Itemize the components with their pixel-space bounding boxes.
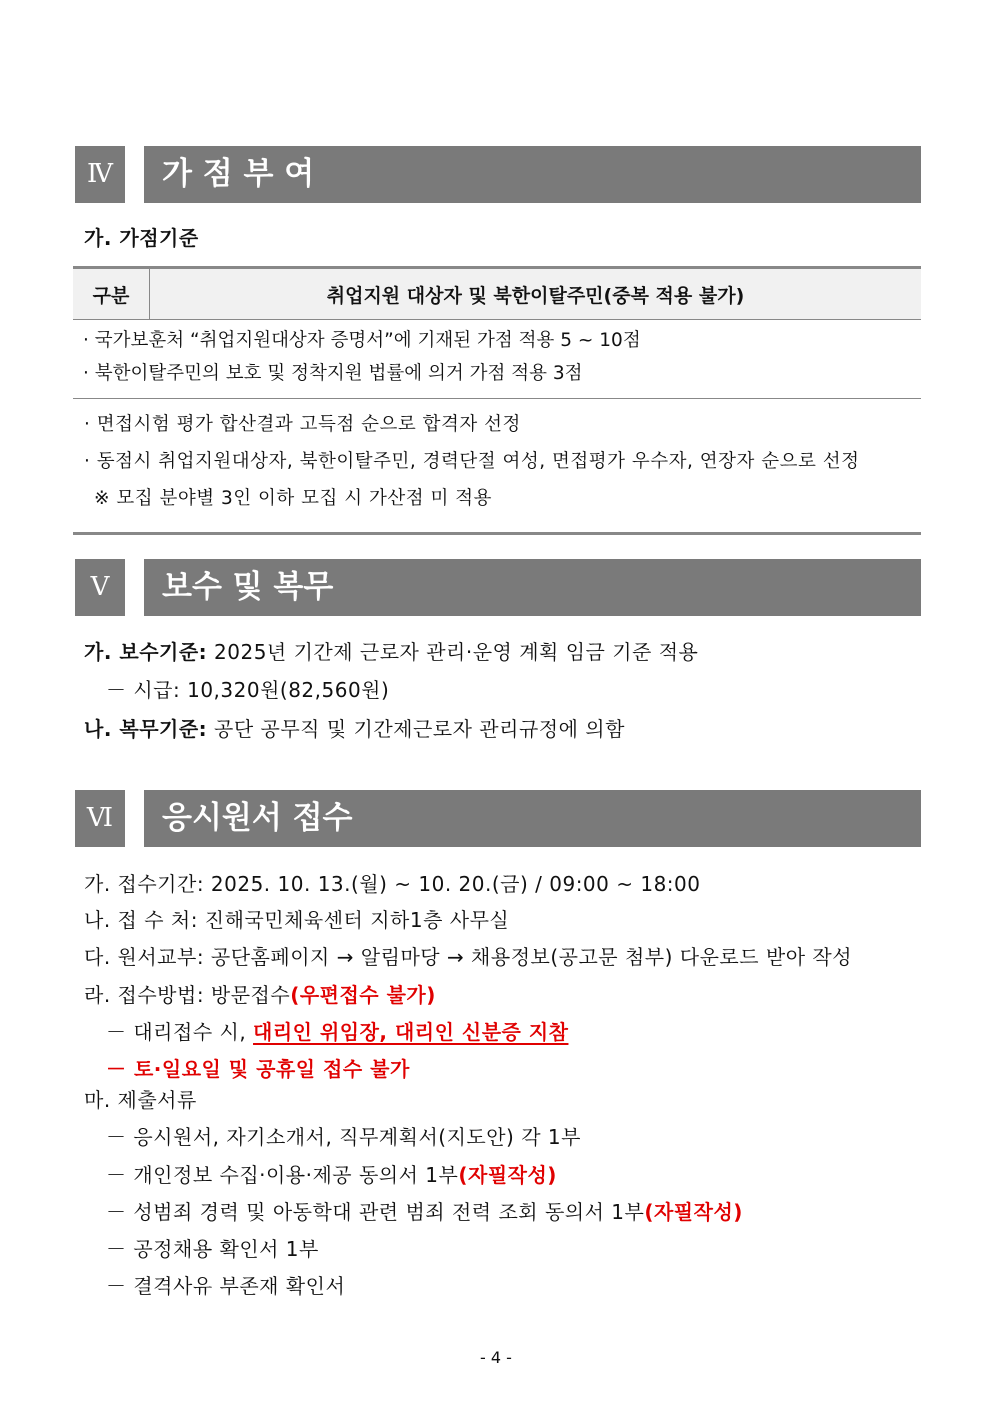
pay-standard-label: 가. 보수기준: — [84, 640, 208, 664]
weekend-notice-text: 토·일요일 및 공휴일 접수 불가 — [133, 1057, 410, 1081]
document-item — [106, 1196, 743, 1225]
application-method-warning: (우편접수 불가) — [290, 983, 436, 1007]
document-item-text: － 개인정보 수집·이용·제공 동의서 1부 — [106, 1163, 459, 1187]
service-standard-text: 공단 공무직 및 기간제근로자 관리규정에 의함 — [207, 717, 625, 741]
section-title: 응시원서 접수 — [144, 790, 921, 847]
section-5-header — [75, 559, 921, 616]
document-item — [106, 1159, 557, 1188]
pay-standard-text: 2025년 기간제 근로자 관리·운영 계획 임금 기준 적용 — [207, 640, 699, 664]
note-2: · 동점시 취업지원대상자, 북한이탈주민, 경력단절 여성, 면접평가 우수자, 연장자 순으로 선정 — [84, 451, 860, 472]
section-6-header — [75, 790, 921, 847]
handwritten-note: (자필작성) — [644, 1200, 743, 1224]
page-number: - 4 - — [480, 1348, 512, 1367]
application-location: 나. 접 수 처: 진해국민체육센터 지하1층 사무실 — [84, 908, 510, 932]
section-title: 보수 및 복무 — [144, 559, 921, 616]
application-method-text: 라. 접수방법: 방문접수 — [84, 983, 291, 1007]
pay-standard — [84, 636, 698, 665]
table-header-category: 구분 — [73, 268, 150, 320]
section-divider — [73, 532, 921, 535]
note-3: ※ 모집 분야별 3인 이하 모집 시 가산점 미 적용 — [94, 488, 493, 509]
table-row-line-1: · 국가보훈처 “취업지원대상자 증명서”에 기재된 가점 적용 5 ~ 10점 — [83, 330, 641, 351]
document-item-text: － 성범죄 경력 및 아동학대 관련 범죄 전력 조회 동의서 1부 — [106, 1200, 645, 1224]
bonus-criteria-table — [73, 266, 921, 399]
section-4-header — [75, 146, 921, 203]
proxy-application — [106, 1016, 568, 1045]
handwritten-note: (자필작성) — [458, 1163, 557, 1187]
document-item: － 응시원서, 자기소개서, 직무계획서(지도안) 각 1부 — [106, 1125, 581, 1149]
table-row — [73, 320, 921, 399]
table-row-line-2: · 북한이탈주민의 보호 및 정착지원 법률에 의거 가점 적용 3점 — [83, 363, 583, 384]
required-documents-heading: 마. 제출서류 — [84, 1088, 197, 1112]
hourly-wage: － 시급: 10,320원(82,560원) — [106, 678, 390, 702]
section-number: Ⅳ — [75, 146, 125, 203]
note-1: · 면접시험 평가 합산결과 고득점 순으로 합격자 선정 — [84, 414, 521, 435]
proxy-application-text: － 대리접수 시, — [106, 1020, 254, 1044]
table-header-description: 취업지원 대상자 및 북한이탈주민(중복 적용 불가) — [150, 268, 922, 320]
service-standard — [84, 713, 625, 742]
document-item: － 공정채용 확인서 1부 — [106, 1237, 319, 1261]
section-number: Ⅵ — [75, 790, 125, 847]
application-method — [84, 979, 436, 1008]
document-item: － 결격사유 부존재 확인서 — [106, 1274, 346, 1298]
service-standard-label: 나. 복무기준: — [84, 717, 208, 741]
weekend-notice-dash: － — [106, 1057, 134, 1081]
section-number: Ⅴ — [75, 559, 125, 616]
weekend-notice — [106, 1053, 410, 1082]
subsection-heading: 가. 가점기준 — [84, 226, 199, 250]
proxy-application-requirement: 대리인 위임장, 대리인 신분증 지참 — [253, 1020, 569, 1044]
section-title: 가 점 부 여 — [144, 146, 921, 203]
form-distribution: 다. 원서교부: 공단홈페이지 → 알림마당 → 채용정보(공고문 첨부) 다운로드 받아 작성 — [84, 945, 853, 969]
application-period: 가. 접수기간: 2025. 10. 13.(월) ~ 10. 20.(금) / 09:00 ~ 18:00 — [84, 872, 701, 896]
